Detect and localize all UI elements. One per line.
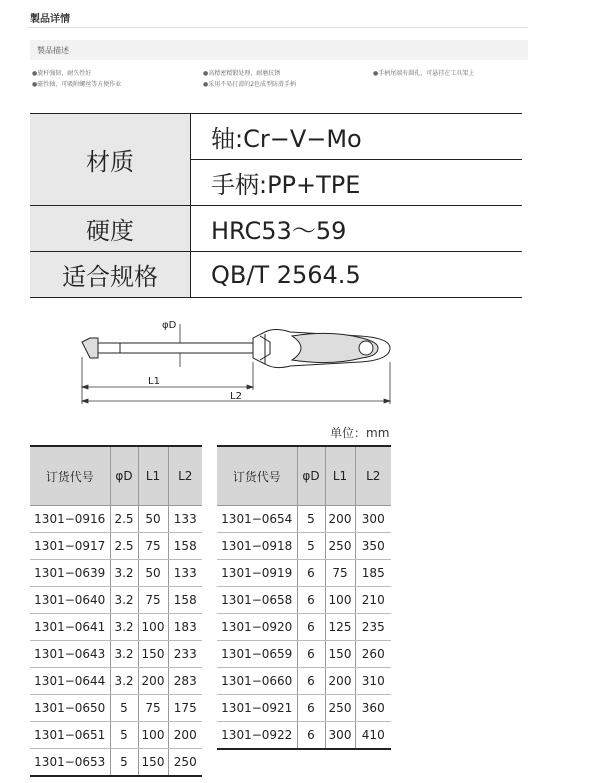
l2-value: 260	[355, 641, 391, 668]
shaft-material: 轴:Cr−V−Mo	[191, 114, 523, 160]
diameter-value: 3.2	[110, 560, 138, 587]
table-row	[217, 506, 391, 533]
l2-value: 133	[168, 506, 202, 533]
col-header-l2: L2	[355, 446, 391, 506]
size-rows-left	[30, 506, 202, 777]
standard-label: 适合规格	[30, 252, 191, 298]
l2-value: 158	[168, 533, 202, 560]
table-row	[30, 587, 202, 614]
diameter-value: 6	[297, 722, 325, 750]
l2-value: 310	[355, 668, 391, 695]
table-row	[217, 722, 391, 750]
diameter-value: 6	[297, 668, 325, 695]
order-code: 1301−0920	[217, 614, 297, 641]
table-row	[217, 614, 391, 641]
description-label: 製品描述	[37, 46, 69, 55]
l2-value: 360	[355, 695, 391, 722]
l1-value: 100	[325, 587, 355, 614]
table-row	[30, 560, 202, 587]
order-code: 1301−0643	[30, 641, 110, 668]
diameter-value: 6	[297, 641, 325, 668]
diameter-value: 3.2	[110, 641, 138, 668]
standard-value: QB/T 2564.5	[191, 252, 523, 298]
diameter-value: 6	[297, 560, 325, 587]
table-row	[217, 587, 391, 614]
l2-value: 235	[355, 614, 391, 641]
diameter-value: 5	[297, 506, 325, 533]
col-header-code: 订货代号	[30, 446, 110, 506]
unit-label: 单位：mm	[330, 426, 390, 440]
diameter-value: 6	[297, 695, 325, 722]
diameter-value: 2.5	[110, 506, 138, 533]
feature-item: ●旋杆强韧，耐久性好	[32, 70, 92, 77]
l1-value: 100	[138, 614, 168, 641]
l1-value: 75	[325, 560, 355, 587]
diameter-value: 5	[110, 749, 138, 777]
order-code: 1301−0640	[30, 587, 110, 614]
l1-value: 150	[325, 641, 355, 668]
size-table-right	[217, 445, 391, 750]
section-title: 製品详情	[30, 14, 70, 25]
l1-value: 250	[325, 533, 355, 560]
order-code: 1301−0651	[30, 722, 110, 749]
divider	[28, 27, 528, 28]
order-code: 1301−0918	[217, 533, 297, 560]
l1-value: 75	[138, 695, 168, 722]
order-code: 1301−0650	[30, 695, 110, 722]
l1-value: 75	[138, 533, 168, 560]
table-row	[217, 695, 391, 722]
col-header-l1: L1	[325, 446, 355, 506]
order-code: 1301−0658	[217, 587, 297, 614]
hardness-label: 硬度	[30, 206, 191, 252]
l1-value: 200	[325, 506, 355, 533]
order-code: 1301−0639	[30, 560, 110, 587]
l1-value: 150	[138, 749, 168, 777]
l2-value: 300	[355, 506, 391, 533]
l1-value: 200	[325, 668, 355, 695]
l1-value: 50	[138, 506, 168, 533]
feature-item: ●磁性轴，可吸附螺丝等方便作业	[32, 81, 122, 88]
l1-label: L1	[148, 376, 160, 387]
screwdriver-shaft	[82, 338, 253, 358]
size-rows-right	[217, 506, 391, 750]
material-label: 材质	[30, 114, 191, 206]
spec-table	[30, 113, 522, 298]
table-row	[30, 749, 202, 777]
order-code: 1301−0660	[217, 668, 297, 695]
screwdriver-drawing	[60, 312, 400, 412]
order-code: 1301−0916	[30, 506, 110, 533]
diameter-value: 5	[110, 722, 138, 749]
l1-value: 300	[325, 722, 355, 750]
feature-item: ●高精密精锻处理，耐磨抗锈	[203, 70, 281, 77]
table-row	[217, 533, 391, 560]
diameter-value: 5	[110, 695, 138, 722]
screwdriver-handle	[253, 330, 390, 368]
l1-value: 75	[138, 587, 168, 614]
table-row	[217, 668, 391, 695]
col-header-diameter: φD	[110, 446, 138, 506]
l2-label: L2	[230, 391, 242, 402]
table-row	[30, 668, 202, 695]
table-row	[30, 506, 202, 533]
table-row	[30, 722, 202, 749]
order-code: 1301−0922	[217, 722, 297, 750]
l2-value: 233	[168, 641, 202, 668]
l1-value: 100	[138, 722, 168, 749]
order-code: 1301−0921	[217, 695, 297, 722]
l1-value: 125	[325, 614, 355, 641]
order-code: 1301−0644	[30, 668, 110, 695]
order-code: 1301−0919	[217, 560, 297, 587]
l1-value: 50	[138, 560, 168, 587]
l2-value: 183	[168, 614, 202, 641]
l2-value: 175	[168, 695, 202, 722]
diameter-value: 6	[297, 614, 325, 641]
table-row	[30, 641, 202, 668]
order-code: 1301−0917	[30, 533, 110, 560]
order-code: 1301−0659	[217, 641, 297, 668]
diameter-value: 2.5	[110, 533, 138, 560]
size-table-left	[30, 445, 202, 777]
l1-value: 150	[138, 641, 168, 668]
l2-value: 250	[168, 749, 202, 777]
diameter-value: 6	[297, 587, 325, 614]
l1-value: 200	[138, 668, 168, 695]
l2-value: 283	[168, 668, 202, 695]
handle-material: 手柄:PP+TPE	[191, 160, 523, 206]
col-header-code: 订货代号	[217, 446, 297, 506]
l2-value: 200	[168, 722, 202, 749]
table-row	[30, 614, 202, 641]
col-header-l2: L2	[168, 446, 202, 506]
diameter-value: 5	[297, 533, 325, 560]
col-header-l1: L1	[138, 446, 168, 506]
order-code: 1301−0653	[30, 749, 110, 777]
description-bar	[30, 40, 528, 60]
l2-value: 210	[355, 587, 391, 614]
col-header-diameter: φD	[297, 446, 325, 506]
feature-item: ●手柄尾端有圆孔，可悬挂在工具架上	[373, 70, 475, 77]
diameter-value: 3.2	[110, 668, 138, 695]
diameter-value: 3.2	[110, 614, 138, 641]
table-row	[217, 641, 391, 668]
l2-value: 350	[355, 533, 391, 560]
diameter-label: φD	[162, 320, 177, 331]
l2-value: 133	[168, 560, 202, 587]
table-row	[217, 560, 391, 587]
diameter-value: 3.2	[110, 587, 138, 614]
l2-value: 410	[355, 722, 391, 750]
table-row	[30, 695, 202, 722]
hardness-value: HRC53～59	[191, 206, 523, 252]
order-code: 1301−0654	[217, 506, 297, 533]
l2-value: 185	[355, 560, 391, 587]
l2-value: 158	[168, 587, 202, 614]
order-code: 1301−0641	[30, 614, 110, 641]
table-row	[30, 533, 202, 560]
feature-item: ●采用不易打滑的2色成型防滑手柄	[203, 81, 297, 88]
l1-value: 250	[325, 695, 355, 722]
